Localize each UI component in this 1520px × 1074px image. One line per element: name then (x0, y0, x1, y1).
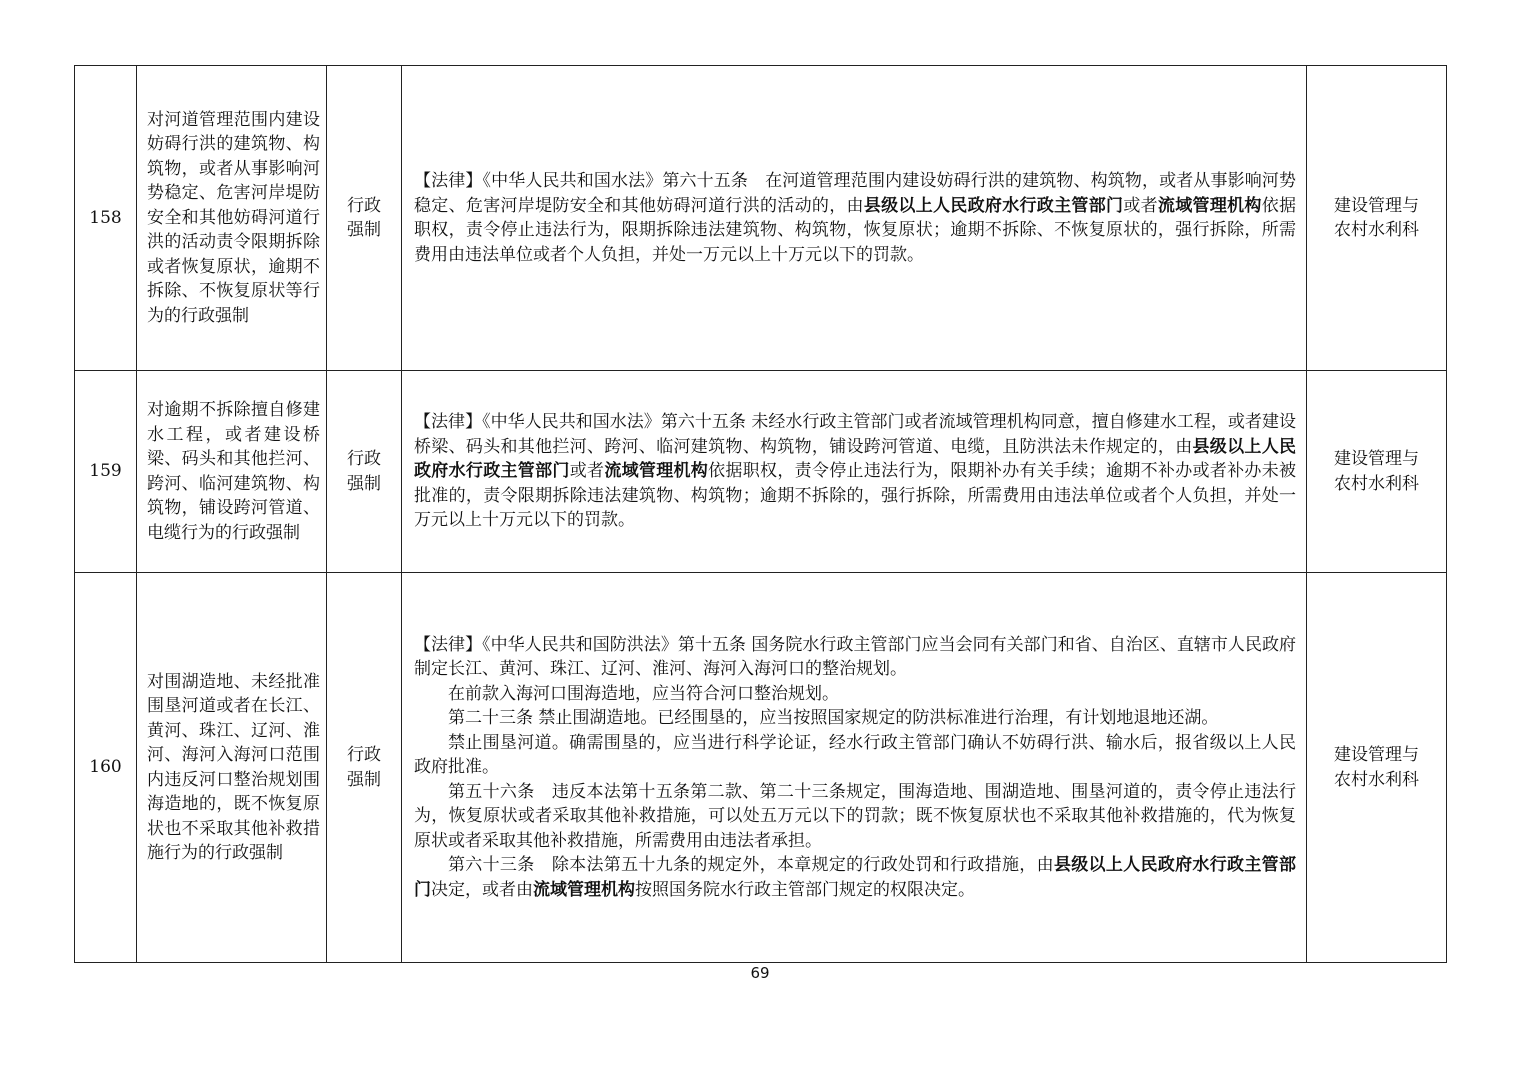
basis-text: 第六十三条 除本法第五十九条的规定外，本章规定的行政处罚和行政措施，由 (448, 855, 1054, 876)
legal-basis (402, 573, 1307, 963)
row-number: 160 (75, 573, 137, 963)
responsible-dept (1307, 573, 1447, 963)
basis-paragraph (414, 410, 1296, 533)
basis-paragraph (414, 780, 1296, 854)
basis-authority: 流域管理机构 (533, 879, 635, 900)
basis-paragraph (414, 731, 1296, 780)
basis-authority: 县级以上人民政府水行政主管部门 (414, 855, 1296, 900)
basis-authority: 流域管理机构 (604, 461, 709, 482)
dept-line: 建设管理与 (1334, 195, 1419, 216)
basis-text: 按照国务院水行政主管部门规定的权限决定。 (635, 879, 975, 900)
basis-text: 【法律】《中华人民共和国水法》第六十五条 未经水行政主管部门或者流域管理机构同意，擅自修建水工程，或者建设桥梁、码头和其他拦河、跨河、临河建筑物、构筑物，铺设跨河管道、电缆，且防洪法未作规定的，由 (414, 412, 1296, 457)
basis-text: 决定，或者由 (431, 879, 533, 900)
dept-line: 农村水利科 (1334, 220, 1419, 240)
item-type-line: 强制 (347, 769, 381, 790)
row-number: 159 (75, 371, 137, 573)
basis-paragraph (414, 682, 1296, 707)
item-name: 对逾期不拆除擅自修建水工程，或者建设桥梁、码头和其他拦河、跨河、临河建筑物、构筑物，铺设跨河管道、电缆行为的行政强制 (137, 371, 327, 573)
dept-line: 农村水利科 (1334, 769, 1419, 790)
legal-basis (402, 371, 1307, 573)
basis-text: 禁止围垦河道。确需围垦的，应当进行科学论证，经水行政主管部门确认不妨碍行洪、输水后，报省级以上人民政府批准。 (414, 732, 1296, 778)
item-type-line: 行政 (347, 745, 381, 765)
responsible-dept (1307, 66, 1447, 371)
basis-text: 或者 (1123, 195, 1158, 216)
basis-text: 【法律】《中华人民共和国水法》第六十五条 在河道管理范围内建设妨碍行洪的建筑物、构筑物，或者从事影响河势稳定、危害河岸堤防安全和其他妨碍河道行洪的活动的，由 (414, 171, 1296, 216)
enforcement-table (74, 65, 1447, 963)
dept-line: 建设管理与 (1334, 745, 1419, 765)
item-type-line: 行政 (347, 195, 381, 216)
item-name: 对围湖造地、未经批准围垦河道或者在长江、黄河、珠江、辽河、淮河、海河入海河口范围内违反河口整治规划围海造地的，既不恢复原状也不采取其他补救措施行为的行政强制 (137, 573, 327, 963)
basis-text: 在前款入海河口围海造地，应当符合河口整治规划。 (448, 683, 839, 704)
item-type (327, 573, 402, 963)
basis-paragraph (414, 169, 1296, 267)
item-type (327, 66, 402, 371)
basis-text: 或者 (569, 461, 605, 482)
table-row (75, 66, 1447, 371)
basis-authority: 县级以上人民政府水行政主管部门 (863, 195, 1124, 216)
basis-text: 第五十六条 违反本法第十五条第二款、第二十三条规定，围海造地、围湖造地、围垦河道的，责令停止违法行为，恢复原状或者采取其他补救措施，可以处五万元以下的罚款；既不恢复原状也不采取其他补救措施的，代为恢复原状或者采取其他补救措施，所需费用由违法者承担。 (414, 781, 1296, 851)
basis-text: 【法律】《中华人民共和国防洪法》第十五条 国务院水行政主管部门应当会同有关部门和省、自治区、直辖市人民政府制定长江、黄河、珠江、辽河、淮河、海河入海河口的整治规划。 (414, 634, 1296, 680)
legal-basis (402, 66, 1307, 371)
item-type-line: 强制 (347, 220, 381, 240)
basis-paragraph (414, 633, 1296, 682)
dept-line: 建设管理与 (1334, 449, 1419, 469)
item-type-line: 强制 (347, 473, 381, 494)
basis-paragraph (414, 706, 1296, 731)
basis-text: 依据职权，责令停止违法行为，限期拆除违法建筑物、构筑物，恢复原状；逾期不拆除、不恢复原状的，强行拆除，所需费用由违法单位或者个人负担，并处一万元以上十万元以下的罚款。 (414, 195, 1297, 265)
item-type-line: 行政 (347, 449, 381, 469)
basis-paragraph (414, 853, 1296, 902)
dept-line: 农村水利科 (1334, 473, 1419, 494)
basis-text: 依据职权，责令停止违法行为，限期补办有关手续；逾期不补办或者补办未被批准的，责令限期拆除违法建筑物、构筑物；逾期不拆除的，强行拆除，所需费用由违法单位或者个人负担，并处一万元以上十万元以下的罚款。 (414, 461, 1297, 531)
item-name: 对河道管理范围内建设妨碍行洪的建筑物、构筑物，或者从事影响河势稳定、危害河岸堤防安全和其他妨碍河道行洪的活动责令限期拆除或者恢复原状，逾期不拆除、不恢复原状等行为的行政强制 (137, 66, 327, 371)
table-row (75, 573, 1447, 963)
basis-authority: 流域管理机构 (1157, 195, 1262, 216)
item-type (327, 371, 402, 573)
basis-text: 第二十三条 禁止围湖造地。已经围垦的，应当按照国家规定的防洪标准进行治理，有计划地退地还湖。 (448, 708, 1219, 729)
responsible-dept (1307, 371, 1447, 573)
basis-authority: 县级以上人民政府水行政主管部门 (414, 436, 1297, 482)
table-row (75, 371, 1447, 573)
row-number: 158 (75, 66, 137, 371)
page-number: 69 (750, 964, 770, 982)
